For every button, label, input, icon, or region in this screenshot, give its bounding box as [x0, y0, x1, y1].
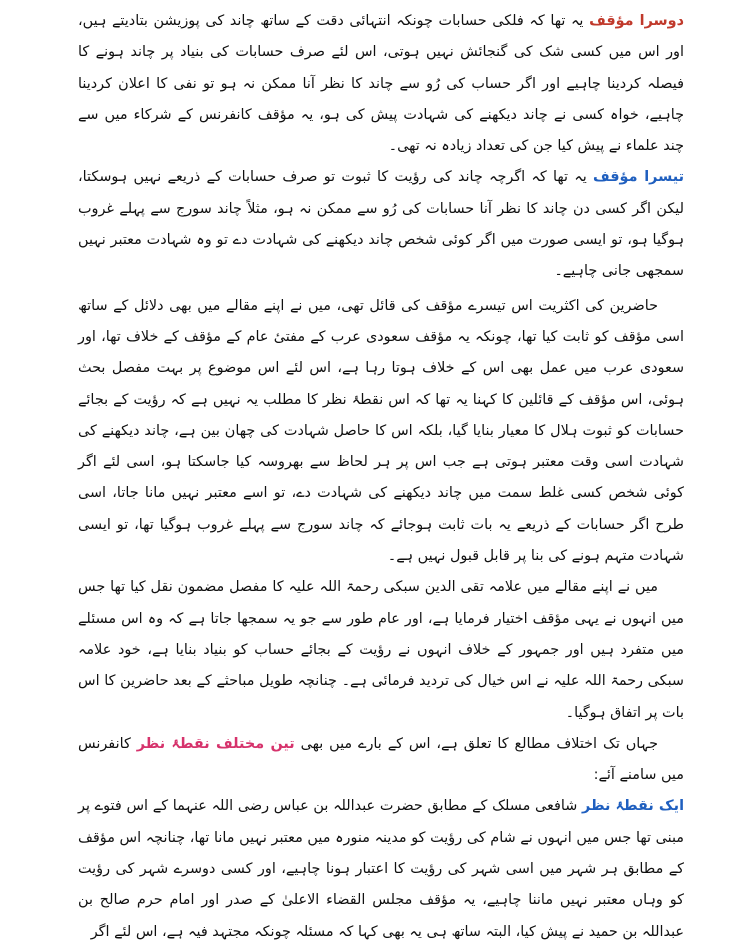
paragraph-first-view — [78, 791, 684, 947]
moon-sightings-text-after: کانفرنس میں سامنے آئے: — [78, 735, 684, 784]
majority-view-text: حاضرین کی اکثریت اس تیسرے مؤقف کی قائل تھی، میں نے اپنے مقالے میں بھی دلائل کے ساتھ اسی مؤقف کو ثابت کیا تھا، چونکہ یہ مؤقف سعودی عرب کے مفتیٔ عام کے مؤقف کے خلاف تھا، اور سعودی عرب میں عمل بھی اس کے خلاف ہوتا رہا ہے، اس لئے اس موضوع پر بہت مفصل بحث ہوئی، اس مؤقف کے قائلین کا کہنا یہ تھا کہ اس نقطۂ نظر کا مطلب یہ نہیں ہے کہ رؤیت کے بجائے حسابات کو ثبوت ہلال کا معیار بنایا گیا، بلکہ اس کا حاصل شہادت کی چھان بین ہے، چاند دیکھنے کی شہادت اسی وقت معتبر ہوتی ہے جب اس پر ہر لحاظ سے بھروسہ کیا جاسکتا ہو، اسی لئے اگر کوئی شخص کسی غلط سمت میں چاند دیکھنے کی شہادت دے، تو اسے معتبر نہیں مانا جاتا، اسی طرح اگر حسابات کے ذریعے یہ بات ثابت ہوجائے کہ چاند سورج سے پہلے غروب ہوگیا تھا، تو ایسی شہادت متہم ہونے کی بنا پر قابل قبول نہیں ہے۔ — [78, 297, 684, 565]
third-position-text: یہ تھا کہ اگرچہ چاند کی رؤیت کا ثبوت تو صرف حسابات کے ذریعے نہیں ہوسکتا، لیکن اگر کسی دن چاند کا نظر آنا حسابات کی رُو سے ممکن نہ ہو، مثلاً چاند سورج سے پہلے غروب ہوگیا ہو، تو ایسی صورت میں اگر کوئی شخص چاند دیکھنے کی شہادت دے تو وہ شہادت معتبر نہیں سمجھی جانی چاہیے۔ — [78, 169, 684, 280]
first-view-heading: ایک نقطۂ نظر — [582, 798, 684, 815]
paragraph-subki-article — [78, 572, 684, 728]
paragraph-majority-view — [78, 291, 684, 573]
paragraph-moon-sightings — [78, 729, 684, 792]
paragraph-third-position — [78, 162, 684, 287]
first-view-text: شافعی مسلک کے مطابق حضرت عبداللہ بن عباس رضی اللہ عنہما کے اس فتوے پر مبنی تھا جس میں انہوں نے شام کی رؤیت کو مدینہ منورہ میں معتبر نہیں مانا تھا، چنانچہ اس مؤقف کے مطابق ہر شہر میں اسی شہر کی رؤیت کا اعتبار ہونا چاہیے، اور کسی دوسرے شہر کی رؤیت کو وہاں معتبر نہیں ماننا چاہیے، یہ مؤقف مجلس القضاء الاعلیٰ کے صدر اور امام حرم صالح بن عبداللہ بن حمید نے پیش کیا، البتہ ساتھ ہی یہ بھی کہا کہ مسئلہ چونکہ مجتہد فیہ ہے، اس لئے اگر — [78, 798, 684, 940]
second-position-text: یہ تھا کہ فلکی حسابات چونکہ انتہائی دقت کے ساتھ چاند کی پوزیشن بتادیتے ہیں، اور اس میں کسی شک کی گنجائش نہیں ہوتی، اس لئے صرف حسابات کی بنیاد پر چاند ہونے کا فیصلہ کردینا چاہیے اور اگر حساب کی رُو سے چاند کا نظر آنا ممکن نہ ہو تو نفی کا اعلان کردینا چاہیے، خواہ کسی نے چاند دیکھنے کی شہادت پیش کی ہو، یہ مؤقف کانفرنس کے شرکاء میں سے چند علماء نے پیش کیا جن کی تعداد زیادہ نہ تھی۔ — [78, 13, 684, 155]
third-position-heading: تیسرا مؤقف — [593, 169, 685, 186]
paragraph-second-position — [78, 6, 684, 162]
subki-article-text: میں نے اپنے مقالے میں علامہ تقی الدین سبکی رحمۃ اللہ علیہ کا مفصل مضمون نقل کیا تھا جس میں انہوں نے یہی مؤقف اختیار فرمایا ہے، اور عام طور سے جو یہ سمجھا جاتا ہے کہ وہ اس مسئلے میں متفرد ہیں اور جمہور کے خلاف انہوں نے رؤیت کے بجائے حساب کو بنیاد بنایا ہے، خود علامہ سبکی رحمۃ اللہ علیہ نے اس خیال کی تردید فرمائی ہے۔ چنانچہ طویل مباحثے کے بعد حاضرین کا اس بات پر اتفاق ہوگیا۔ — [78, 579, 684, 721]
three-views-highlight: تین مختلف نقطۂ نظر — [136, 735, 295, 752]
moon-sightings-text-before: جہاں تک اختلاف مطالع کا تعلق ہے، اس کے بارے میں بھی — [300, 735, 659, 752]
second-position-heading: دوسرا مؤقف — [589, 13, 684, 29]
